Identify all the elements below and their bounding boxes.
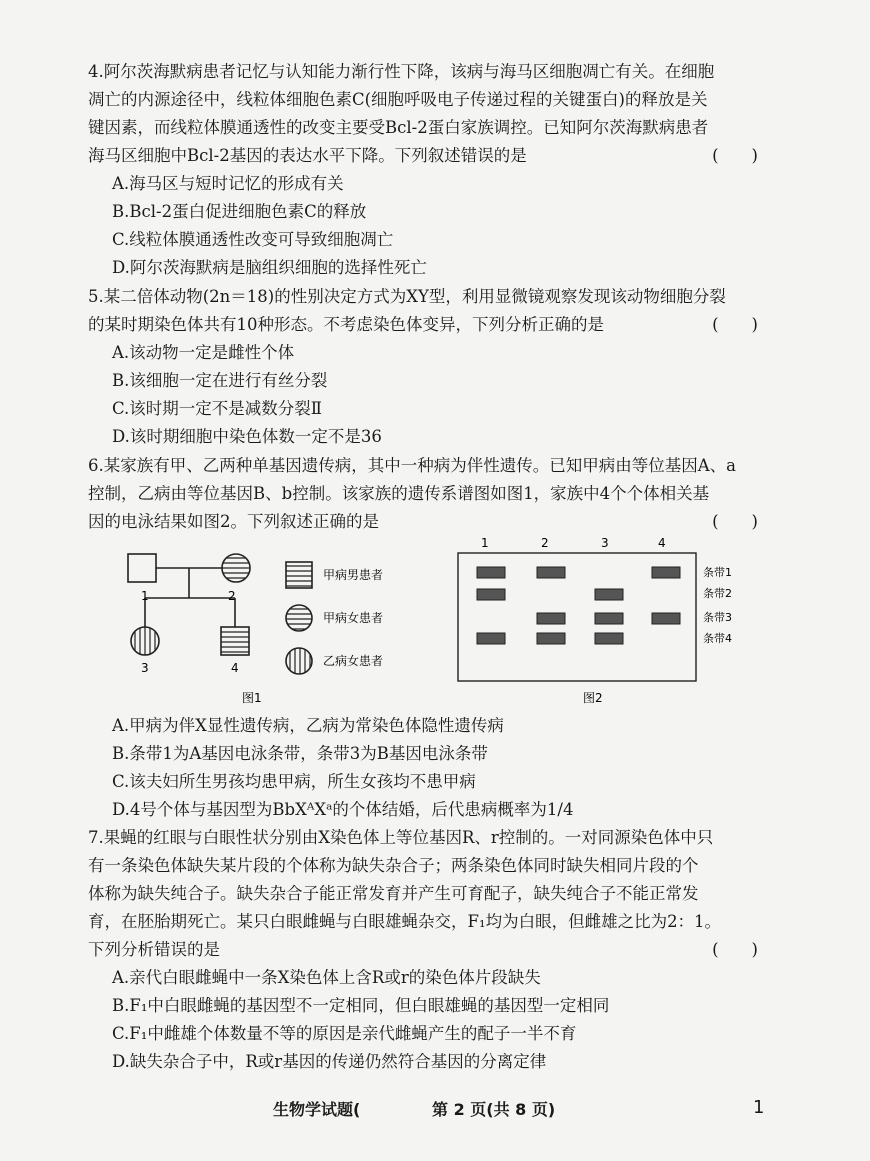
option-b: B.该细胞一定在进行有丝分裂 [112,371,328,390]
option-d: D.该时期细胞中染色体数一定不是36 [112,427,382,446]
gel-band-lane1-band4 [477,633,505,644]
lane-label: 3 [601,536,609,550]
question-5 [88,283,778,451]
gel-band-lane3-band2 [595,589,623,600]
question-stem-line: 控制，乙病由等位基因B、b控制。该家族的遗传系谱图如图1，家族中4个个体相关基 [88,484,710,503]
individual-label: 2 [228,589,236,603]
option-a: A.甲病为伴X显性遗传病，乙病为常染色体隐性遗传病 [112,716,504,735]
individual-2-female [218,554,254,582]
answer-paren: ( ) [712,146,758,165]
question-stem-text: 海马区细胞中Bcl-2基因的表达水平下降。下列叙述错误的是 [88,146,527,165]
question-stem-line: 6.某家族有甲、乙两种单基因遗传病，其中一种病为伴性遗传。已知甲病由等位基因A、a [88,456,736,475]
lane-label: 2 [541,536,549,550]
question-stem-line: 4.阿尔茨海默病患者记忆与认知能力渐行性下降，该病与海马区细胞凋亡有关。在细胞 [88,62,715,81]
electrophoresis-figure [455,535,732,710]
question-stem-line: 有一条染色体缺失某片段的个体称为缺失杂合子；两条染色体同时缺失相同片段的个 [88,856,699,875]
pedigree-figure [118,548,418,713]
legend-female-b-icon [286,646,312,676]
individual-label: 4 [231,661,239,675]
individual-label: 3 [141,661,149,675]
gel-band-lane3-band4 [595,633,623,644]
individual-label: 1 [141,589,149,603]
question-stem-line [88,142,778,170]
question-stem-line: 键因素，而线粒体膜通透性的改变主要受Bcl-2蛋白家族调控。已知阿尔茨海默病患者 [88,118,709,137]
option-c: C.该时期一定不是减数分裂Ⅱ [112,399,322,418]
page-footer [0,1097,870,1127]
band-label: 条带2 [703,587,732,600]
individual-1-male [128,554,156,582]
question-6 [88,452,778,536]
option-d: D.阿尔茨海默病是脑组织细胞的选择性死亡 [112,258,427,277]
band-label: 条带1 [703,566,732,579]
gel-band-lane1-band2 [477,589,505,600]
question-stem-text: 的某时期染色体共有10种形态。不考虑染色体变异，下列分析正确的是 [88,315,604,334]
option-d: D.缺失杂合子中，R或r基因的传递仍然符合基因的分离定律 [112,1052,547,1071]
answer-paren: ( ) [712,315,758,334]
gel-band-lane4-band3 [652,613,680,624]
option-b: B.Bcl-2蛋白促进细胞色素C的释放 [112,202,367,221]
option-c: C.该夫妇所生男孩均患甲病，所生女孩均不患甲病 [112,772,476,791]
question-stem-line [88,508,778,536]
question-6-options [88,712,778,824]
lane-label: 4 [658,536,666,550]
legend-label: 甲病男患者 [323,568,384,582]
question-7 [88,824,778,1076]
answer-paren: ( ) [712,940,758,959]
option-b: B.条带1为A基因电泳条带，条带3为B基因电泳条带 [112,744,488,763]
question-stem-line [88,311,778,339]
option-a: A.亲代白眼雌蝇中一条X染色体上含R或r的染色体片段缺失 [112,968,541,987]
question-stem-text: 因的电泳结果如图2。下列叙述正确的是 [88,512,379,531]
gel-band-lane2-band4 [537,633,565,644]
question-stem-line: 凋亡的内源途径中，线粒体细胞色素C(细胞呼吸电子传递过程的关键蛋白)的释放是关 [88,90,708,109]
gel-bands [477,567,680,644]
question-stem-line: 7.果蝇的红眼与白眼性状分别由X染色体上等位基因R、r控制的。一对同源染色体中只 [88,828,714,847]
gel-band-lane2-band3 [537,613,565,624]
legend-label: 甲病女患者 [323,611,384,625]
page-number: 第 2 页(共 8 页) [432,1100,556,1119]
answer-paren: ( ) [712,512,758,531]
option-c: C.线粒体膜通透性改变可导致细胞凋亡 [112,230,394,249]
option-b: B.F₁中白眼雌蝇的基因型不一定相同，但白眼雄蝇的基因型一定相同 [112,996,610,1015]
side-number: 1 [753,1097,765,1118]
question-stem-line: 体称为缺失纯合子。缺失杂合子能正常发育并产生可育配子，缺失纯合子不能正常发 [88,884,699,903]
question-stem-line [88,936,778,964]
figure2-caption: 图2 [583,691,603,705]
option-c: C.F₁中雌雄个体数量不等的原因是亲代雌蝇产生的配子一半不育 [112,1024,577,1043]
question-4 [88,58,778,282]
legend-female-a-icon [284,605,314,631]
band-label: 条带3 [703,611,732,624]
question-stem-line: 育，在胚胎期死亡。某只白眼雌蝇与白眼雄蝇杂交，F₁均为白眼，但雌雄之比为2：1。 [88,912,722,931]
option-a: A.海马区与短时记忆的形成有关 [112,174,344,193]
gel-band-lane3-band3 [595,613,623,624]
legend-label: 乙病女患者 [323,654,384,668]
band-label: 条带4 [703,632,732,645]
figure1-caption: 图1 [242,691,262,705]
option-d: D.4号个体与基因型为BbXᴬXᵃ的个体结婚，后代患病概率为1/4 [112,800,574,819]
question-stem-text: 下列分析错误的是 [88,940,220,959]
gel-band-lane4-band1 [652,567,680,578]
lane-label: 1 [481,536,489,550]
option-a: A.该动物一定是雌性个体 [112,343,295,362]
individual-4-male [218,627,252,655]
individual-3-female [131,624,159,658]
legend-male-a-icon [284,562,314,588]
gel-band-lane2-band1 [537,567,565,578]
question-stem-line: 5.某二倍体动物(2n＝18)的性别决定方式为XY型，利用显微镜观察发现该动物细胞分裂 [88,287,726,306]
exam-title: 生物学试题( [273,1100,361,1119]
gel-band-lane1-band1 [477,567,505,578]
